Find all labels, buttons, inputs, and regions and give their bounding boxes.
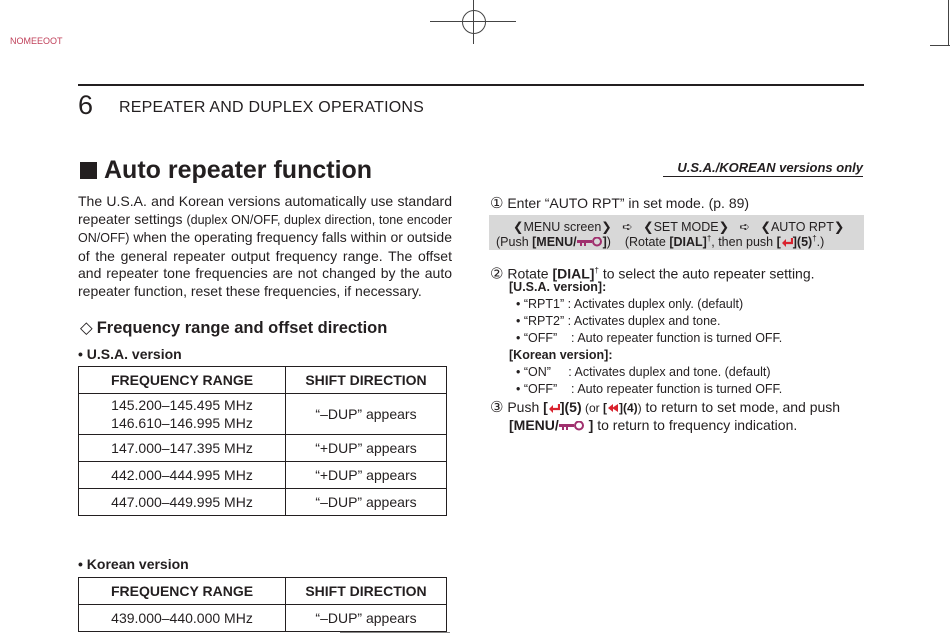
instruction-text: (Rotate	[624, 235, 670, 250]
frequency-range: 145.200–145.495 MHz	[111, 397, 253, 413]
step-number: ①	[490, 195, 504, 212]
key-label: [	[602, 401, 607, 415]
frequency-cell: 147.000–147.395 MHz	[79, 435, 286, 462]
menu-path-line	[513, 219, 844, 234]
key-label: ](5)	[559, 399, 582, 415]
list-item: • “RPT2” : Activates duplex and tone.	[516, 314, 721, 328]
bracket-icon: ❮	[760, 220, 771, 234]
table-row	[79, 435, 447, 462]
table-row	[79, 489, 447, 516]
bracket-icon: ❮	[643, 220, 654, 234]
enter-icon	[781, 237, 793, 247]
key-label: [MENU/	[532, 235, 577, 250]
usa-settings-list	[509, 279, 782, 398]
step-text: Enter “AUTO RPT” in set mode. (p. 89)	[507, 195, 750, 211]
step-text: to return to frequency indication.	[593, 417, 798, 433]
list-heading: [U.S.A. version]:	[509, 280, 607, 294]
table-header-row	[79, 367, 447, 394]
key-icon	[577, 237, 603, 247]
registration-circle	[462, 10, 486, 34]
version-tag: U.S.A./KOREAN versions only	[663, 160, 863, 177]
instruction-text: (Push	[496, 235, 533, 250]
intro-text: when the operating frequency falls within or outside of the general repeater output frequency range. The offset and repeater tone frequencies are not changed by the auto repeater function, reset these frequencies, if necessary.	[78, 229, 452, 299]
step-text: to select the auto repeater setting.	[598, 265, 815, 282]
corner-mark-text: NOMEEOOT	[10, 36, 63, 46]
bracket-icon: ❯	[718, 220, 730, 234]
shift-cell: “+DUP” appears	[286, 462, 447, 489]
frequency-cell	[79, 394, 286, 435]
column-header: SHIFT DIRECTION	[286, 367, 447, 394]
step-text: )	[637, 401, 642, 415]
key-label: ]	[602, 235, 607, 250]
korean-version-label: • Korean version	[78, 556, 189, 572]
bracket-icon: ❮	[513, 220, 524, 234]
step-text: to return to set mode, and push	[641, 399, 841, 415]
frequency-cell: 439.000–440.000 MHz	[79, 605, 286, 632]
key-label: [	[776, 235, 781, 250]
table-row	[79, 394, 447, 435]
dagger-mark: †	[706, 234, 712, 243]
shift-cell: “–DUP” appears	[286, 605, 447, 632]
step-text: Rotate	[507, 265, 553, 282]
table-row	[79, 462, 447, 489]
instruction-text: )	[606, 235, 611, 250]
back-arrow-icon	[607, 403, 619, 413]
shift-cell: “–DUP” appears	[286, 489, 447, 516]
table-row	[79, 605, 447, 632]
subsection-title-text: Frequency range and offset direction	[96, 319, 388, 337]
step-text: (or	[581, 401, 603, 415]
step-1	[490, 195, 749, 212]
enter-icon	[548, 403, 560, 413]
frequency-range: 146.610–146.995 MHz	[111, 415, 253, 431]
list-item: • “ON” : Activates duplex and tone. (default)	[516, 365, 771, 379]
column-header: FREQUENCY RANGE	[79, 578, 286, 605]
key-label: [DIAL]	[552, 265, 595, 282]
frequency-cell: 447.000–449.995 MHz	[79, 489, 286, 516]
instruction-text: .)	[816, 235, 825, 250]
diamond-icon: ◇	[80, 319, 93, 337]
key-label: [MENU/	[509, 417, 559, 433]
intro-paragraph	[78, 193, 452, 301]
section-title-text: Auto repeater function	[104, 156, 373, 184]
intro-small-text: (duplex ON/OFF, duplex direction, tone encoder ON/OFF)	[78, 212, 452, 246]
header-rule	[78, 84, 864, 86]
list-item: • “RPT1” : Activates duplex only. (default)	[516, 297, 744, 311]
key-label: ](5)	[792, 235, 813, 250]
bracket-icon: ❯	[601, 220, 612, 234]
table-header-row	[79, 578, 447, 605]
menu-path-instructions	[496, 234, 824, 249]
crop-mark	[930, 45, 950, 46]
list-heading: [Korean version]:	[509, 348, 613, 362]
frequency-cell: 442.000–444.995 MHz	[79, 462, 286, 489]
step-number: ②	[490, 265, 504, 283]
key-label: [DIAL]	[669, 235, 707, 250]
subsection-title	[80, 318, 387, 338]
square-bullet-icon	[80, 162, 97, 179]
intro-text: The U.S.A. and Korean versions automatically use standard repeater settings	[78, 193, 452, 227]
step-3	[490, 399, 864, 434]
bracket-icon: ❯	[833, 220, 845, 234]
column-header: FREQUENCY RANGE	[79, 367, 286, 394]
key-label: ](4)	[618, 401, 638, 415]
arrow-right-icon: ➪	[739, 220, 751, 234]
crop-mark	[340, 632, 450, 633]
step-number: ③	[490, 399, 504, 416]
menu-path-item: AUTO RPT	[770, 220, 834, 234]
usa-version-label: • U.S.A. version	[78, 346, 182, 362]
dagger-mark: †	[812, 234, 817, 243]
shift-cell: “+DUP” appears	[286, 435, 447, 462]
key-label: ]	[584, 417, 594, 433]
key-label: [	[543, 399, 548, 415]
chapter-number: 6	[78, 90, 94, 120]
step-text: Push	[507, 399, 544, 415]
menu-path-box	[489, 215, 864, 250]
section-title	[80, 154, 372, 186]
korean-frequency-table	[78, 577, 447, 632]
shift-cell: “–DUP” appears	[286, 394, 447, 435]
menu-path-item: SET MODE	[653, 220, 719, 234]
key-icon	[559, 421, 585, 431]
list-item: • “OFF” : Auto repeater function is turned OFF.	[516, 382, 783, 396]
usa-frequency-table	[78, 366, 447, 516]
instruction-text: , then push	[711, 235, 777, 250]
list-item: • “OFF” : Auto repeater function is turned OFF.	[516, 331, 783, 345]
chapter-title: REPEATER AND DUPLEX OPERATIONS	[119, 99, 425, 116]
crop-mark	[948, 0, 949, 46]
menu-path-item: MENU screen	[523, 220, 602, 234]
column-header: SHIFT DIRECTION	[286, 578, 447, 605]
dagger-mark: †	[594, 266, 599, 275]
arrow-right-icon: ➪	[622, 220, 633, 234]
